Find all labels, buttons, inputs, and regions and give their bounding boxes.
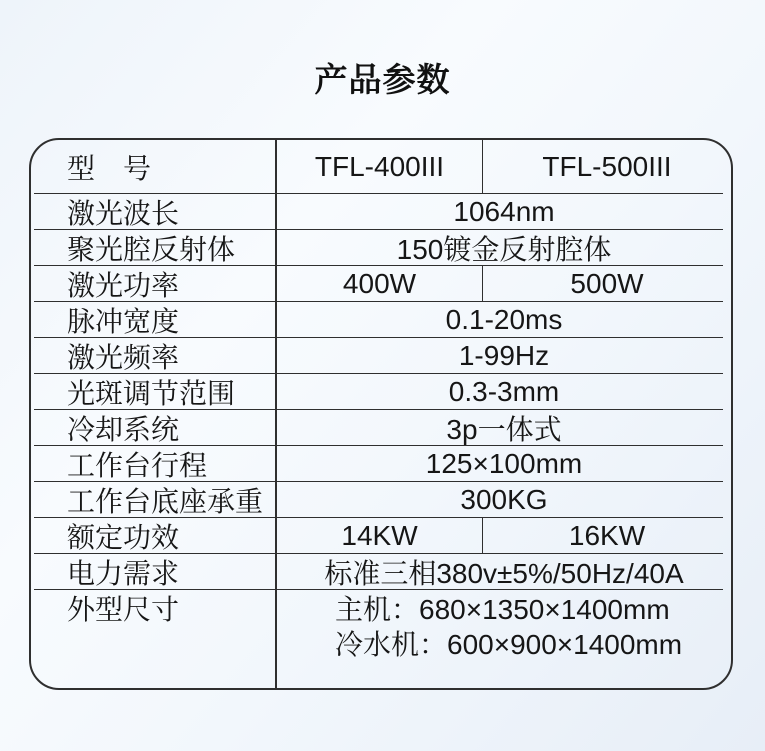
table-row-frequency <box>31 338 731 374</box>
table-row-wavelength <box>31 194 731 230</box>
row-label: 外型尺寸 <box>67 594 180 625</box>
row-label: 激光波长 <box>67 198 180 229</box>
table-row-reflector <box>31 230 731 266</box>
row-label: 激光功率 <box>67 270 180 301</box>
row-label: 光斑调节范围 <box>67 378 236 409</box>
row-label: 型 号 <box>67 153 152 184</box>
model-name-col2: TFL-500III <box>542 151 672 182</box>
row-value: 150镀金反射腔体 <box>396 234 612 265</box>
row-value-col2: 16KW <box>568 520 646 551</box>
row-value: 0.1-20ms <box>445 304 563 335</box>
row-label: 额定功效 <box>67 522 180 553</box>
row-label: 聚光腔反射体 <box>67 234 236 265</box>
row-value: 0.3-3mm <box>448 376 560 407</box>
table-row-laser-power <box>31 266 731 302</box>
table-row-power-requirement <box>31 554 731 590</box>
row-label: 脉冲宽度 <box>67 306 180 337</box>
row-value: 3p一体式 <box>446 414 562 445</box>
page-title: 产品参数 <box>314 61 451 98</box>
row-value-multiline <box>277 590 731 662</box>
row-value: 125×100mm <box>425 448 583 479</box>
row-value: 1-99Hz <box>458 340 550 371</box>
table-row-dimensions <box>31 590 731 688</box>
table-row-pulse-width <box>31 302 731 338</box>
row-label: 工作台底座承重 <box>67 486 264 517</box>
row-label: 工作台行程 <box>67 450 208 481</box>
dimension-line-chiller: 冷水机：600×900×1400mm <box>335 629 683 660</box>
model-name-col1: TFL-400III <box>277 140 483 194</box>
table-row-load-capacity <box>31 482 731 518</box>
product-spec-table <box>29 138 733 690</box>
row-value-col1: 400W <box>277 266 483 302</box>
row-value: 300KG <box>460 484 548 515</box>
row-label: 激光频率 <box>67 342 180 373</box>
table-row-table-travel <box>31 446 731 482</box>
row-label: 冷却系统 <box>67 414 180 445</box>
row-value-col1: 14KW <box>277 518 483 554</box>
row-value-col2: 500W <box>570 268 644 299</box>
table-row-spot-range <box>31 374 731 410</box>
row-value: 标准三相380v±5%/50Hz/40A <box>324 558 684 589</box>
table-row-rated-power <box>31 518 731 554</box>
row-label: 电力需求 <box>67 558 180 589</box>
row-value: 1064nm <box>453 196 555 227</box>
table-row-model <box>31 140 731 194</box>
table-row-cooling <box>31 410 731 446</box>
dimension-line-host: 主机：680×1350×1400mm <box>335 594 670 625</box>
